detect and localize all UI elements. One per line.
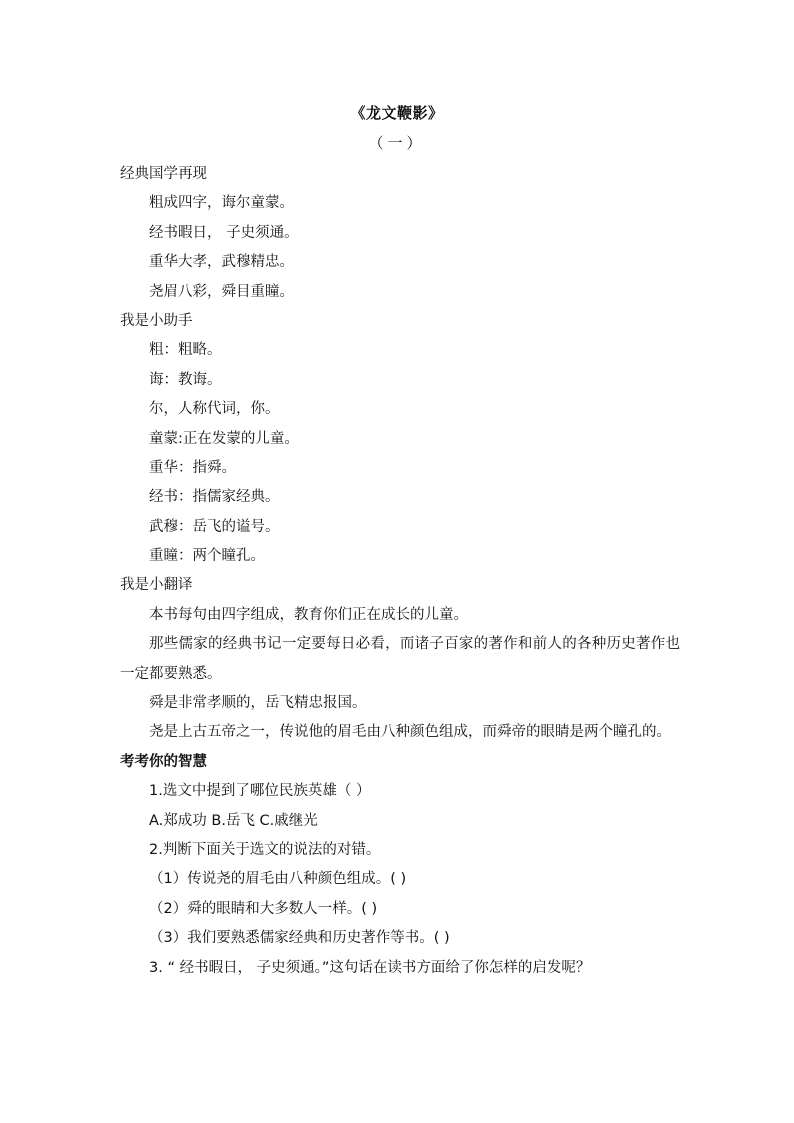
translate-paragraph: 尧是上古五帝之一，传说他的眉毛由八种颜色组成，而舜帝的眼睛是两个瞳孔的。: [149, 724, 671, 741]
quiz-judge-item: （1）传说尧的眉毛由八种颜色组成。( ): [149, 871, 407, 888]
quiz-question-1: 1.选文中提到了哪位民族英雄（ ）: [149, 783, 371, 800]
quiz-question-3: 3. “ 经书暇日， 子史须通。”这句话在读书方面给了你怎样的启发呢？: [149, 959, 591, 976]
section-heading-helper: 我是小助手: [120, 312, 193, 329]
classic-line: 经书暇日， 子史须通。: [149, 224, 299, 241]
classic-line: 尧眉八彩，舜目重瞳。: [149, 283, 294, 300]
quiz-judge-item: （2）舜的眼睛和大多数人一样。( ): [149, 900, 378, 917]
translate-paragraph: 本书每句由四字组成，教育你们正在成长的儿童。: [149, 606, 468, 623]
document-title: 《龙文鞭影》: [350, 104, 444, 122]
document-body: [120, 160, 680, 983]
helper-line: 尔，人称代词，你。: [149, 401, 280, 418]
helper-line: 诲：教诲。: [149, 371, 222, 388]
classic-line: 粗成四字，诲尔童蒙。: [149, 195, 294, 212]
document-subtitle: （一）: [368, 134, 426, 152]
quiz-judge-item: （3）我们要熟悉儒家经典和历史著作等书。( ): [149, 930, 450, 947]
quiz-question-2: 2.判断下面关于选文的说法的对错。: [149, 842, 381, 859]
helper-line: 武穆：岳飞的谥号。: [149, 518, 280, 535]
classic-line: 重华大孝，武穆精忠。: [149, 254, 294, 271]
helper-line: 童蒙:正在发蒙的儿童。: [149, 430, 299, 447]
section-heading-classic: 经典国学再现: [120, 166, 207, 182]
section-heading-translate: 我是小翻译: [120, 577, 193, 594]
helper-line: 粗：粗略。: [149, 342, 222, 359]
helper-line: 重华：指舜。: [149, 459, 236, 476]
helper-line: 重瞳：两个瞳孔。: [149, 548, 265, 565]
quiz-question-1-options: A.郑成功 B.岳飞 C.戚继光: [149, 812, 318, 829]
helper-line: 经书：指儒家经典。: [149, 489, 280, 506]
section-heading-quiz: 考考你的智慧: [120, 753, 207, 770]
translate-paragraph: 舜是非常孝顺的，岳飞精忠报国。: [149, 695, 367, 712]
translate-paragraph: 那些儒家的经典书记一定要每日必看，而诸子百家的著作和前人的各种历史著作也一定都要熟悉。: [120, 636, 680, 682]
